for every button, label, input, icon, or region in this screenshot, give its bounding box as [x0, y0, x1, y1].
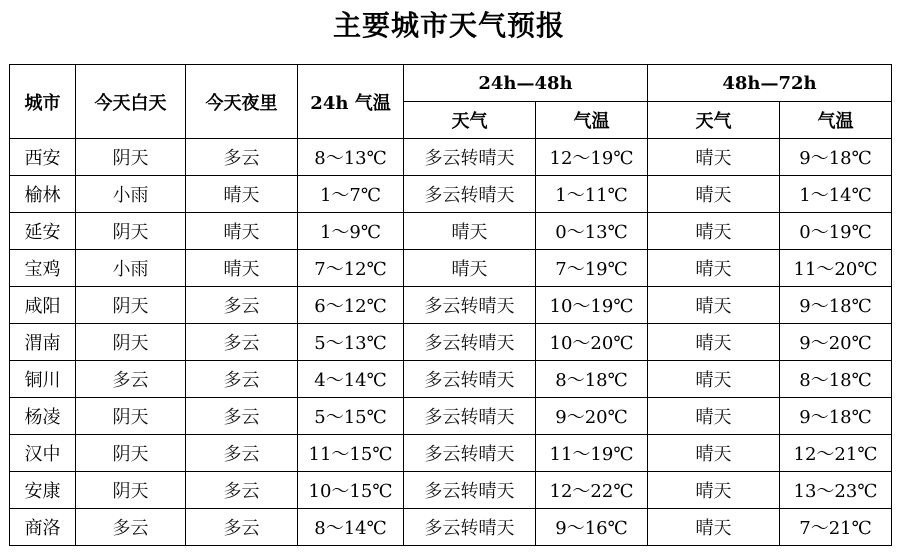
- temp-72h-cell: 9～18℃: [780, 398, 892, 435]
- city-cell: 铜川: [10, 361, 76, 398]
- city-cell: 渭南: [10, 324, 76, 361]
- temp-72h-cell: 7～21℃: [780, 509, 892, 546]
- table-row: [10, 361, 892, 398]
- weather-48h-cell: 多云转晴天: [404, 287, 536, 324]
- table-row: [10, 435, 892, 472]
- today-night-cell: 多云: [186, 435, 298, 472]
- temp-72h-cell: 9～18℃: [780, 287, 892, 324]
- today-night-cell: 多云: [186, 472, 298, 509]
- table-row: [10, 509, 892, 546]
- header-temp-48: 气温: [536, 102, 648, 139]
- table-row: [10, 213, 892, 250]
- temp-24h-cell: 1～9℃: [298, 213, 404, 250]
- weather-48h-cell: 晴天: [404, 250, 536, 287]
- header-weather-48: 天气: [404, 102, 536, 139]
- today-night-cell: 多云: [186, 139, 298, 176]
- weather-72h-cell: 晴天: [648, 509, 780, 546]
- header-24-48h: 24h—48h: [404, 65, 648, 102]
- city-cell: 汉中: [10, 435, 76, 472]
- table-row: [10, 139, 892, 176]
- temp-48h-cell: 8～18℃: [536, 361, 648, 398]
- temp-48h-cell: 9～20℃: [536, 398, 648, 435]
- weather-48h-cell: 晴天: [404, 213, 536, 250]
- weather-72h-cell: 晴天: [648, 324, 780, 361]
- today-night-cell: 多云: [186, 509, 298, 546]
- temp-72h-cell: 8～18℃: [780, 361, 892, 398]
- temp-72h-cell: 12～21℃: [780, 435, 892, 472]
- table-row: [10, 398, 892, 435]
- weather-72h-cell: 晴天: [648, 176, 780, 213]
- weather-48h-cell: 多云转晴天: [404, 509, 536, 546]
- city-cell: 安康: [10, 472, 76, 509]
- temp-24h-cell: 7～12℃: [298, 250, 404, 287]
- weather-48h-cell: 多云转晴天: [404, 176, 536, 213]
- city-cell: 榆林: [10, 176, 76, 213]
- temp-48h-cell: 12～19℃: [536, 139, 648, 176]
- temp-24h-cell: 5～15℃: [298, 398, 404, 435]
- header-today-night: 今天夜里: [186, 65, 298, 139]
- header-city: 城市: [10, 65, 76, 139]
- temp-24h-cell: 4～14℃: [298, 361, 404, 398]
- city-cell: 咸阳: [10, 287, 76, 324]
- temp-72h-cell: 13～23℃: [780, 472, 892, 509]
- temp-48h-cell: 12～22℃: [536, 472, 648, 509]
- weather-72h-cell: 晴天: [648, 472, 780, 509]
- weather-48h-cell: 多云转晴天: [404, 435, 536, 472]
- today-day-cell: 多云: [76, 509, 186, 546]
- today-day-cell: 阴天: [76, 139, 186, 176]
- temp-72h-cell: 0～19℃: [780, 213, 892, 250]
- temp-24h-cell: 11～15℃: [298, 435, 404, 472]
- today-night-cell: 晴天: [186, 213, 298, 250]
- city-cell: 宝鸡: [10, 250, 76, 287]
- today-night-cell: 多云: [186, 324, 298, 361]
- temp-24h-cell: 8～14℃: [298, 509, 404, 546]
- city-cell: 杨凌: [10, 398, 76, 435]
- city-cell: 商洛: [10, 509, 76, 546]
- weather-72h-cell: 晴天: [648, 139, 780, 176]
- today-day-cell: 小雨: [76, 250, 186, 287]
- temp-24h-cell: 6～12℃: [298, 287, 404, 324]
- weather-48h-cell: 多云转晴天: [404, 324, 536, 361]
- city-cell: 西安: [10, 139, 76, 176]
- weather-48h-cell: 多云转晴天: [404, 139, 536, 176]
- table-row: [10, 324, 892, 361]
- today-day-cell: 阴天: [76, 287, 186, 324]
- header-weather-72: 天气: [648, 102, 780, 139]
- temp-24h-cell: 10～15℃: [298, 472, 404, 509]
- table-body: [10, 139, 892, 546]
- table-row: [10, 250, 892, 287]
- today-night-cell: 多云: [186, 287, 298, 324]
- weather-72h-cell: 晴天: [648, 435, 780, 472]
- table-header: [10, 65, 892, 139]
- temp-48h-cell: 11～19℃: [536, 435, 648, 472]
- temp-48h-cell: 1～11℃: [536, 176, 648, 213]
- temp-72h-cell: 9～20℃: [780, 324, 892, 361]
- today-day-cell: 阴天: [76, 213, 186, 250]
- table-row: [10, 287, 892, 324]
- temp-72h-cell: 9～18℃: [780, 139, 892, 176]
- today-day-cell: 小雨: [76, 176, 186, 213]
- header-row-1: [10, 65, 892, 102]
- temp-72h-cell: 1～14℃: [780, 176, 892, 213]
- today-day-cell: 阴天: [76, 435, 186, 472]
- forecast-table: [9, 64, 892, 546]
- today-day-cell: 阴天: [76, 324, 186, 361]
- header-today-day: 今天白天: [76, 65, 186, 139]
- header-24h-temp: 24h 气温: [298, 65, 404, 139]
- today-night-cell: 晴天: [186, 250, 298, 287]
- today-day-cell: 多云: [76, 361, 186, 398]
- table-row: [10, 176, 892, 213]
- today-night-cell: 多云: [186, 361, 298, 398]
- today-day-cell: 阴天: [76, 398, 186, 435]
- header-temp-72: 气温: [780, 102, 892, 139]
- page-title: 主要城市天气预报: [332, 9, 565, 42]
- weather-48h-cell: 多云转晴天: [404, 472, 536, 509]
- weather-48h-cell: 多云转晴天: [404, 398, 536, 435]
- temp-24h-cell: 1～7℃: [298, 176, 404, 213]
- weather-72h-cell: 晴天: [648, 361, 780, 398]
- today-night-cell: 晴天: [186, 176, 298, 213]
- today-day-cell: 阴天: [76, 472, 186, 509]
- city-cell: 延安: [10, 213, 76, 250]
- weather-72h-cell: 晴天: [648, 398, 780, 435]
- weather-72h-cell: 晴天: [648, 213, 780, 250]
- temp-48h-cell: 9～16℃: [536, 509, 648, 546]
- weather-72h-cell: 晴天: [648, 250, 780, 287]
- today-night-cell: 多云: [186, 398, 298, 435]
- temp-48h-cell: 10～19℃: [536, 287, 648, 324]
- temp-24h-cell: 8～13℃: [298, 139, 404, 176]
- weather-72h-cell: 晴天: [648, 287, 780, 324]
- temp-72h-cell: 11～20℃: [780, 250, 892, 287]
- header-48-72h: 48h—72h: [648, 65, 892, 102]
- temp-48h-cell: 0～13℃: [536, 213, 648, 250]
- temp-48h-cell: 10～20℃: [536, 324, 648, 361]
- table-row: [10, 472, 892, 509]
- weather-48h-cell: 多云转晴天: [404, 361, 536, 398]
- temp-24h-cell: 5～13℃: [298, 324, 404, 361]
- temp-48h-cell: 7～19℃: [536, 250, 648, 287]
